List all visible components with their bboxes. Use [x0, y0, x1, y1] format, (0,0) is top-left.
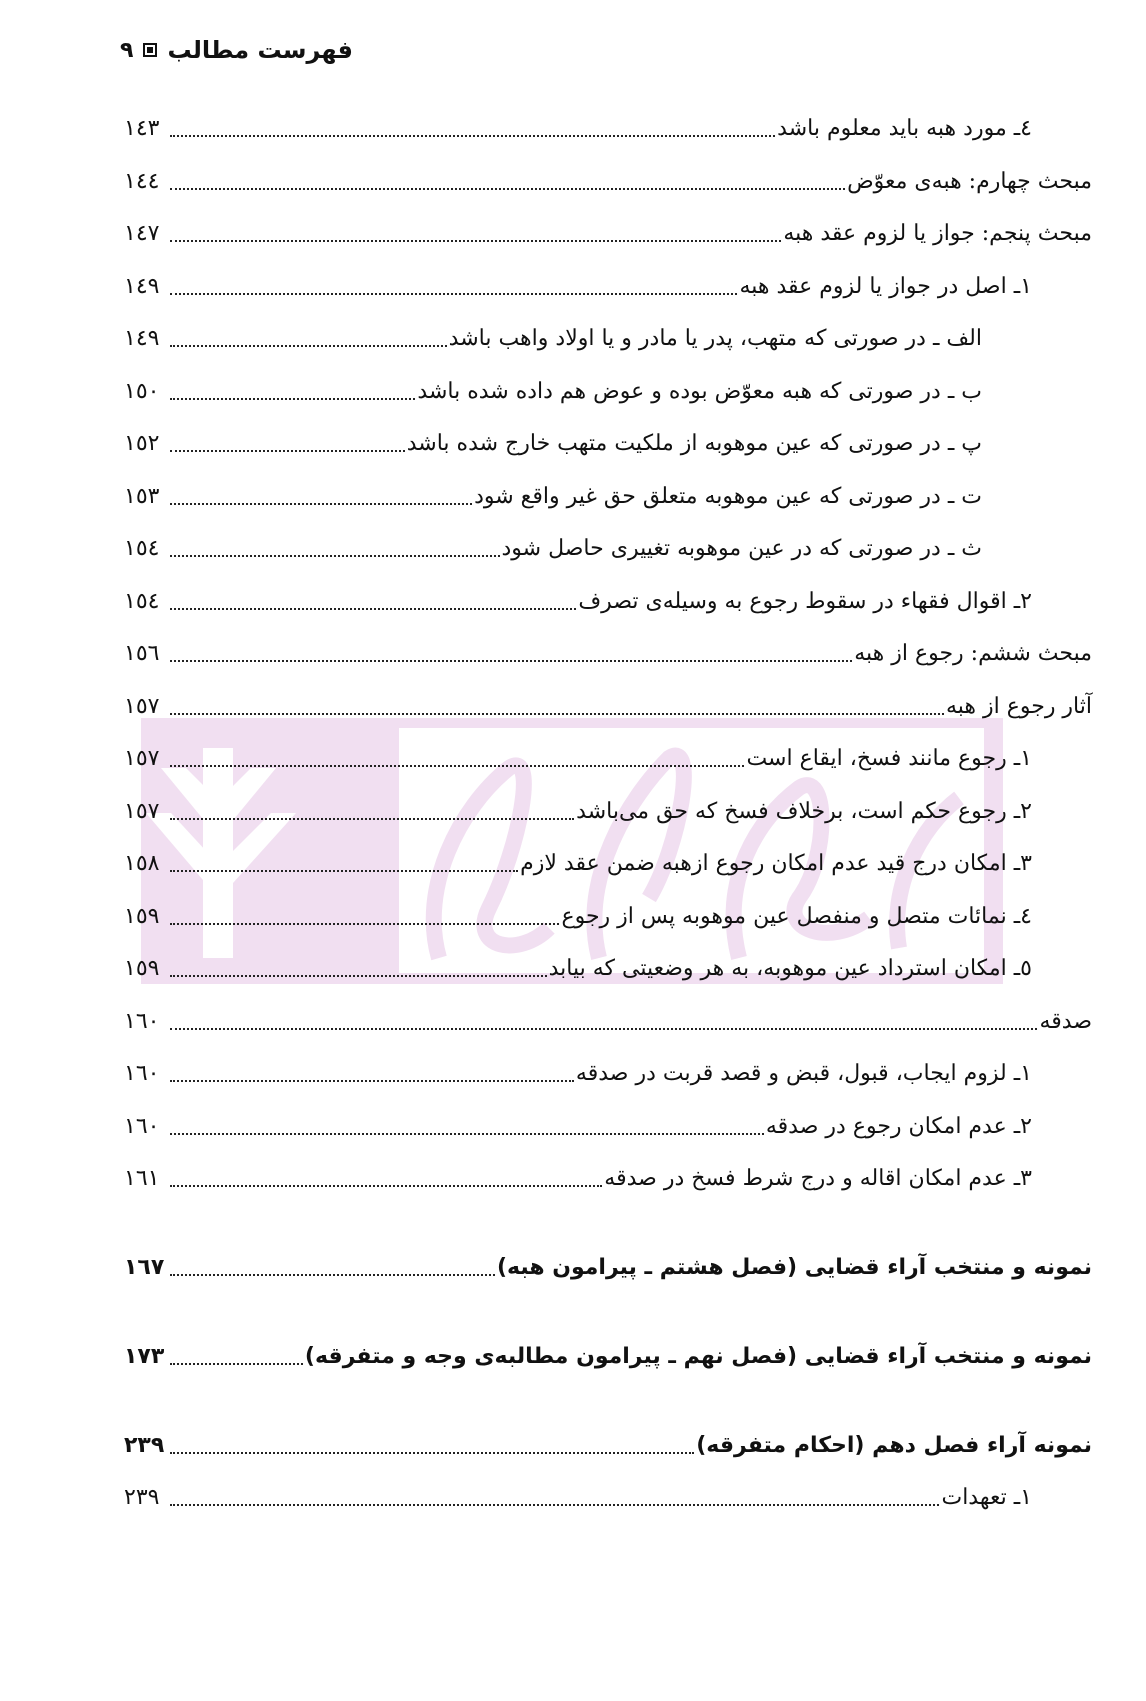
toc-entry-label: ت ـ در صورتی که عین موهوبه متعلق حق غیر واقع شود	[474, 484, 982, 509]
dot-leader	[170, 1080, 574, 1082]
dot-leader	[170, 1452, 694, 1454]
toc-entry-page: ١٤٧	[124, 221, 160, 246]
toc-entry-label: نمونه و منتخب آراء قضایی (فصل هشتم ـ پیرامون هبه)	[496, 1255, 1092, 1280]
toc-entry-page: ١٥٠	[124, 379, 160, 404]
dot-leader	[170, 293, 737, 295]
toc-entry-page: ١٥٦	[124, 641, 160, 666]
dot-leader	[170, 1028, 1037, 1030]
toc-entry-page: ١٦٠	[124, 1061, 160, 1086]
toc-entry-page: ١٥٤	[124, 536, 160, 561]
toc-entry-page: ١٦٠	[124, 1114, 160, 1139]
toc-entry-label: ب ـ در صورتی که هبه معوّض بوده و عوض هم داده شده باشد	[417, 379, 982, 404]
toc-entry[interactable]	[124, 211, 1092, 251]
toc-entry[interactable]	[124, 1156, 1092, 1196]
toc-entry-label: ٤ـ مورد هبه باید معلوم باشد	[777, 116, 1032, 141]
toc-entry-label: ٤ـ نمائات متصل و منفصل عین موهوبه پس از رجوع	[561, 904, 1032, 929]
toc-entry[interactable]	[124, 421, 1092, 461]
toc-entry-page: ١٥٢	[124, 431, 160, 456]
toc-entry-label: مبحث ششم: رجوع از هبه	[854, 641, 1092, 666]
toc-entry-page: ١٦٧	[124, 1255, 165, 1280]
toc-entry[interactable]	[124, 684, 1092, 724]
toc-entry-page: ٢٣٩	[124, 1433, 165, 1458]
toc-entry-label: الف ـ در صورتی که متهب، پدر یا مادر و یا اولاد واهب باشد	[448, 326, 982, 351]
toc-entry-page: ١٥٨	[124, 851, 160, 876]
toc-entry[interactable]	[124, 369, 1092, 409]
toc-entry[interactable]	[124, 789, 1092, 829]
dot-leader	[170, 450, 405, 452]
toc-entry-page: ٢٣٩	[124, 1485, 160, 1510]
dot-leader	[170, 975, 547, 977]
toc-entry-label: نمونه آراء فصل دهم (احکام متفرقه)	[696, 1433, 1092, 1458]
toc-entry-label: ٢ـ اقوال فقهاء در سقوط رجوع به وسیله‌ی تصرف	[578, 589, 1032, 614]
dot-leader	[170, 608, 576, 610]
dot-leader	[170, 660, 852, 662]
toc-entry-label: ١ـ اصل در جواز یا لزوم عقد هبه	[739, 274, 1032, 299]
toc-entry[interactable]	[124, 841, 1092, 881]
toc-entry-page: ١٤٤	[124, 169, 160, 194]
toc-entry-label: ١ـ لزوم ایجاب، قبول، قبض و قصد قربت در صدقه	[575, 1061, 1032, 1086]
dot-leader	[170, 818, 574, 820]
toc-entry[interactable]	[124, 894, 1092, 934]
toc-entry-page: ١٧٣	[124, 1344, 165, 1369]
dot-leader	[170, 188, 845, 190]
toc-entry-label: ٢ـ عدم امکان رجوع در صدقه	[765, 1114, 1032, 1139]
toc-entry-page: ١٥٩	[124, 956, 160, 981]
toc-entry-page: ١٥٩	[124, 904, 160, 929]
toc-entry[interactable]	[124, 579, 1092, 619]
dot-leader	[170, 135, 775, 137]
toc-entry-chapter[interactable]	[124, 1334, 1092, 1374]
toc-entry[interactable]	[124, 999, 1092, 1039]
toc-entry[interactable]	[124, 631, 1092, 671]
dot-leader	[170, 1274, 495, 1276]
dot-leader	[170, 240, 781, 242]
toc-entry-page: ١٥٧	[124, 694, 160, 719]
dot-leader	[170, 1133, 764, 1135]
toc-entry-chapter[interactable]	[124, 1423, 1092, 1463]
toc-entry-page: ١٦١	[124, 1166, 160, 1191]
toc-entry[interactable]	[124, 159, 1092, 199]
dot-leader	[170, 503, 472, 505]
toc-entry-label: ٣ـ عدم امکان اقاله و درج شرط فسخ در صدقه	[604, 1166, 1032, 1191]
toc-entry-page: ١٤٩	[124, 274, 160, 299]
toc-entry-label: ٢ـ رجوع حکم است، برخلاف فسخ که حق می‌باشد	[576, 799, 1032, 824]
toc-entry-page: ١٥٧	[124, 746, 160, 771]
header-page-number: ٩	[120, 37, 134, 63]
toc-entry-label: صدقه	[1039, 1009, 1092, 1034]
toc-entry-label: مبحث چهارم: هبه‌ی معوّض	[847, 169, 1092, 194]
dot-leader	[170, 345, 447, 347]
dot-leader	[170, 398, 415, 400]
dot-leader	[170, 870, 518, 872]
toc-entry-page: ١٤٣	[124, 116, 160, 141]
running-header	[120, 30, 380, 70]
filled-square-icon	[143, 43, 157, 57]
toc-entry-label: پ ـ در صورتی که عین موهوبه از ملکیت متهب خارج شده باشد	[406, 431, 982, 456]
toc-entry[interactable]	[124, 946, 1092, 986]
dot-leader	[170, 713, 944, 715]
dot-leader	[170, 765, 744, 767]
dot-leader	[170, 1363, 303, 1365]
toc-entry-label: ث ـ در صورتی که در عین موهوبه تغییری حاصل شود	[501, 536, 982, 561]
toc-entry[interactable]	[124, 474, 1092, 514]
dot-leader	[170, 923, 559, 925]
toc-entry-label: ١ـ رجوع مانند فسخ، ایقاع است	[746, 746, 1032, 771]
toc-entry[interactable]	[124, 1051, 1092, 1091]
header-title: فهرست مطالب	[167, 36, 353, 64]
toc-entry-page: ١٦٠	[124, 1009, 160, 1034]
toc-entry[interactable]	[124, 1104, 1092, 1144]
toc-entry-label: ٣ـ امکان درج قید عدم امکان رجوع ازهبه ضمن عقد لازم	[520, 851, 1032, 876]
toc-entry-page: ١٥٤	[124, 589, 160, 614]
toc-entry[interactable]	[124, 1475, 1092, 1515]
toc-entry-page: ١٥٧	[124, 799, 160, 824]
dot-leader	[170, 555, 500, 557]
toc-entry-label: ٥ـ امکان استرداد عین موهوبه، به هر وضعیتی که بیابد	[548, 956, 1032, 981]
toc-entry-page: ١٥٣	[124, 484, 160, 509]
toc-entry-label: ١ـ تعهدات	[941, 1485, 1032, 1510]
toc-entry[interactable]	[124, 316, 1092, 356]
toc-entry-label: مبحث پنجم: جواز یا لزوم عقد هبه	[783, 221, 1092, 246]
toc-entry[interactable]	[124, 106, 1092, 146]
toc-entry-label: آثار رجوع از هبه	[945, 694, 1092, 719]
dot-leader	[170, 1504, 939, 1506]
dot-leader	[170, 1185, 602, 1187]
toc-entry[interactable]	[124, 264, 1092, 304]
toc-entry-label: نمونه و منتخب آراء قضایی (فصل نهم ـ پیرامون مطالبه‌ی وجه و متفرقه)	[304, 1344, 1092, 1369]
toc-entry-page: ١٤٩	[124, 326, 160, 351]
toc-entry-chapter[interactable]	[124, 1245, 1092, 1285]
toc-entry[interactable]	[124, 526, 1092, 566]
toc-entry[interactable]	[124, 736, 1092, 776]
